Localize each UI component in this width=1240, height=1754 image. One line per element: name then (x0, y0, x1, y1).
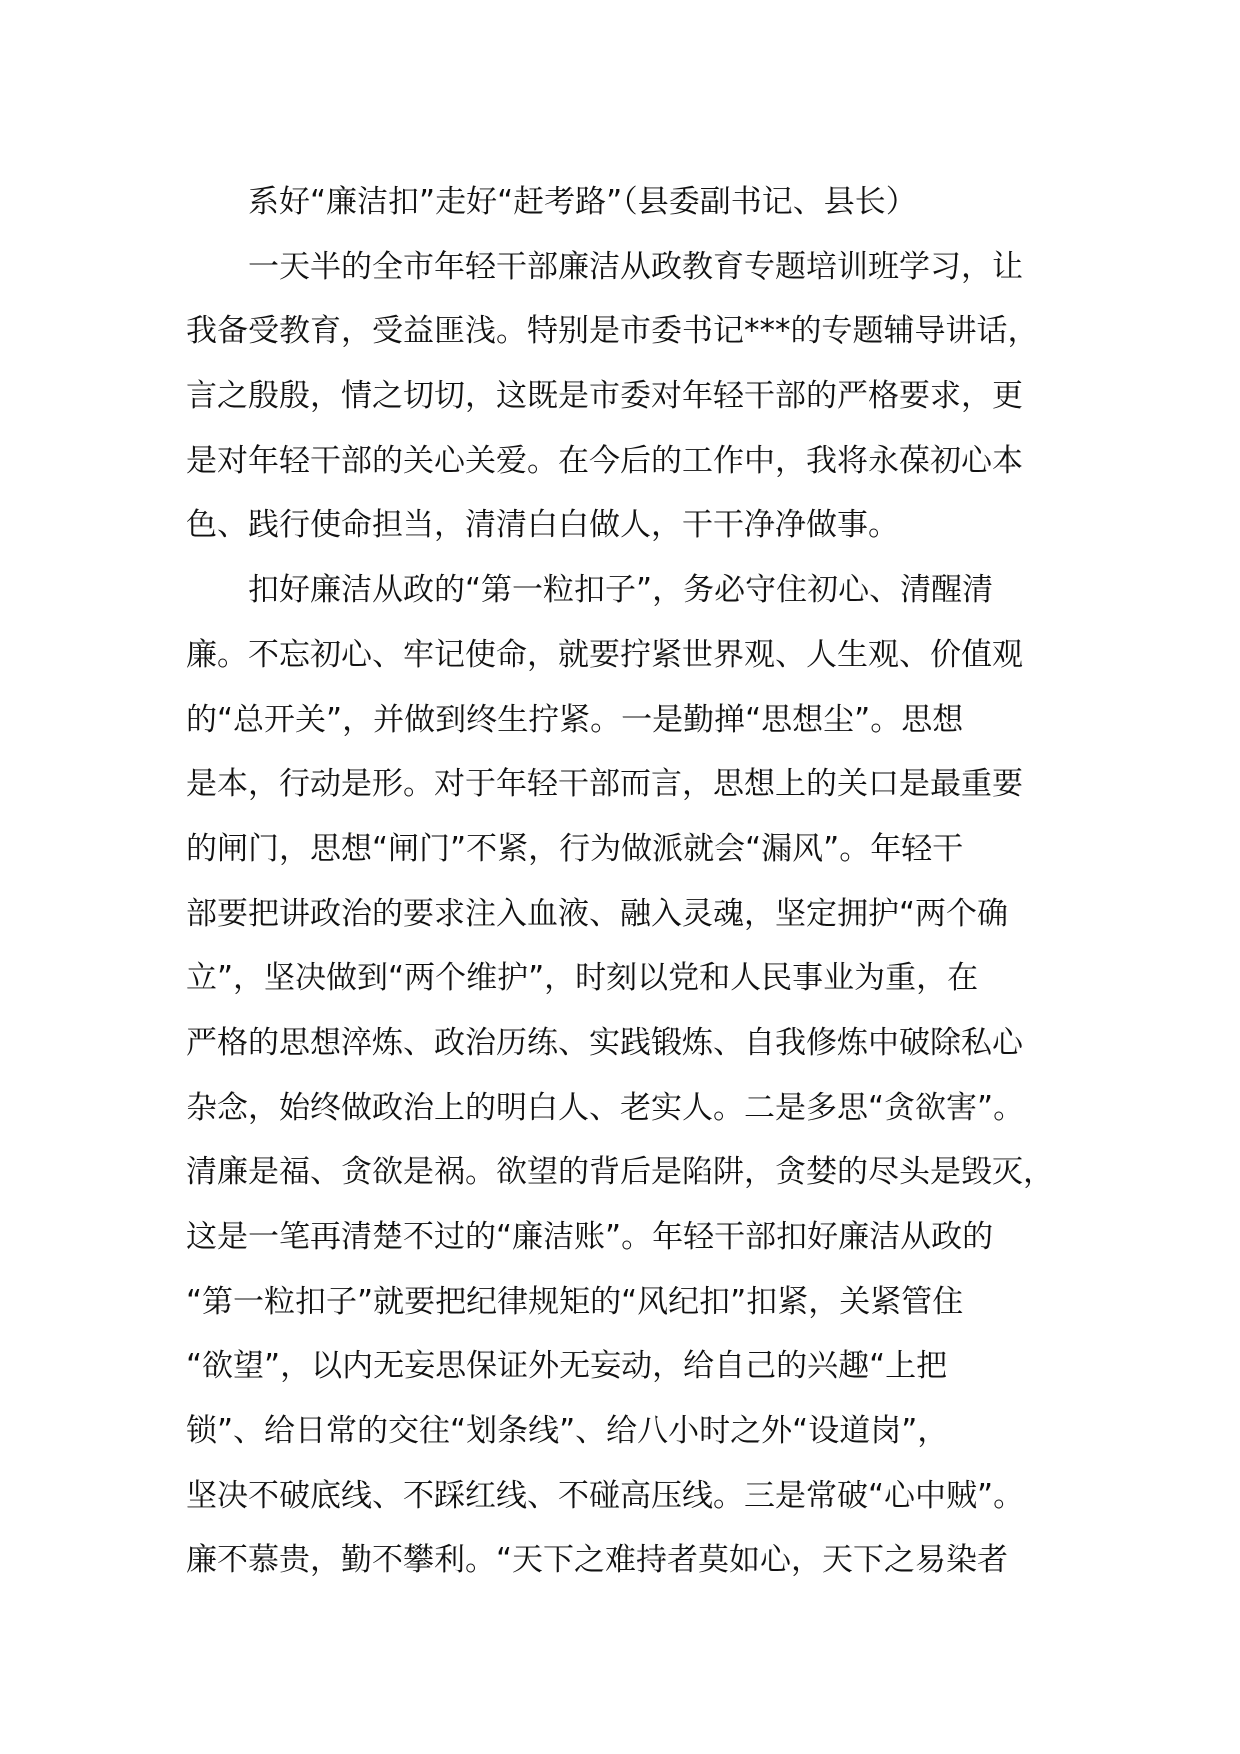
paragraph-1-line-4: 是对年轻干部的关心关爱。在今后的工作中，我将永葆初心本 (186, 442, 1023, 479)
paragraph-2-line-11: 这是一笔再清楚不过的“廉洁账”。年轻干部扣好廉洁从政的 (186, 1219, 994, 1255)
document-body (186, 170, 1066, 1593)
paragraph-2-line-4: 是本，行动是形。对于年轻干部而言，思想上的关口是最重要 (186, 766, 1023, 803)
paragraph-2-line-12: “第一粒扣子”就要把纪律规矩的“风纪扣”扣紧，关紧管住 (186, 1283, 964, 1320)
paragraph-2-line-8: 严格的思想淬炼、政治历练、实践锻炼、自我修炼中破除私心 (186, 1024, 1023, 1061)
paragraph-2-line-3: 的“总开关”，并做到终生拧紧。一是勤掸“思想尘”。思想 (186, 701, 964, 738)
paragraph-1-line-5: 色、践行使命担当，清清白白做人，干干净净做事。 (186, 507, 899, 544)
paragraph-2-line-2: 廉。不忘初心、牢记使命，就要拧紧世界观、人生观、价值观 (186, 636, 1023, 673)
paragraph-1-line-2: 我备受教育，受益匪浅。特别是市委书记***的专题辅导讲话， (186, 313, 1039, 350)
paragraph-2-line-1: 扣好廉洁从政的“第一粒扣子”，务必守住初心、清醒清 (248, 572, 994, 609)
paragraph-2-line-6: 部要把讲政治的要求注入血液、融入灵魂，坚定拥护“两个确 (186, 895, 1009, 932)
paragraph-2-line-14: 锁”、给日常的交往“划条线”、给八小时之外“设道岗”， (186, 1413, 949, 1450)
paragraph-2-line-15: 坚决不破底线、不踩红线、不碰高压线。三是常破“心中贼”。 (186, 1477, 1025, 1514)
document-title: 系好“廉洁扣”走好“赶考路”（县委副书记、县长） (248, 184, 917, 220)
paragraph-1-line-1: 一天半的全市年轻干部廉洁从政教育专题培训班学习，让 (248, 248, 1023, 285)
paragraph-2-line-16: 廉不慕贵，勤不攀利。“天下之难持者莫如心，天下之易染者 (186, 1542, 1009, 1579)
paragraph-2-line-9: 杂念，始终做政治上的明白人、老实人。二是多思“贪欲害”。 (186, 1089, 1025, 1126)
paragraph-2-line-13: “欲望”，以内无妄思保证外无妄动，给自己的兴趣“上把 (186, 1348, 948, 1385)
paragraph-2-line-5: 的闸门，思想“闸门”不紧，行为做派就会“漏风”。年轻干 (186, 830, 964, 867)
paragraph-2-line-7: 立”，坚决做到“两个维护”，时刻以党和人民事业为重，在 (186, 960, 979, 997)
paragraph-1-line-3: 言之殷殷，情之切切，这既是市委对年轻干部的严格要求，更 (186, 378, 1023, 415)
paragraph-2-line-10: 清廉是福、贪欲是祸。欲望的背后是陷阱，贪婪的尽头是毁灭， (186, 1154, 1054, 1191)
